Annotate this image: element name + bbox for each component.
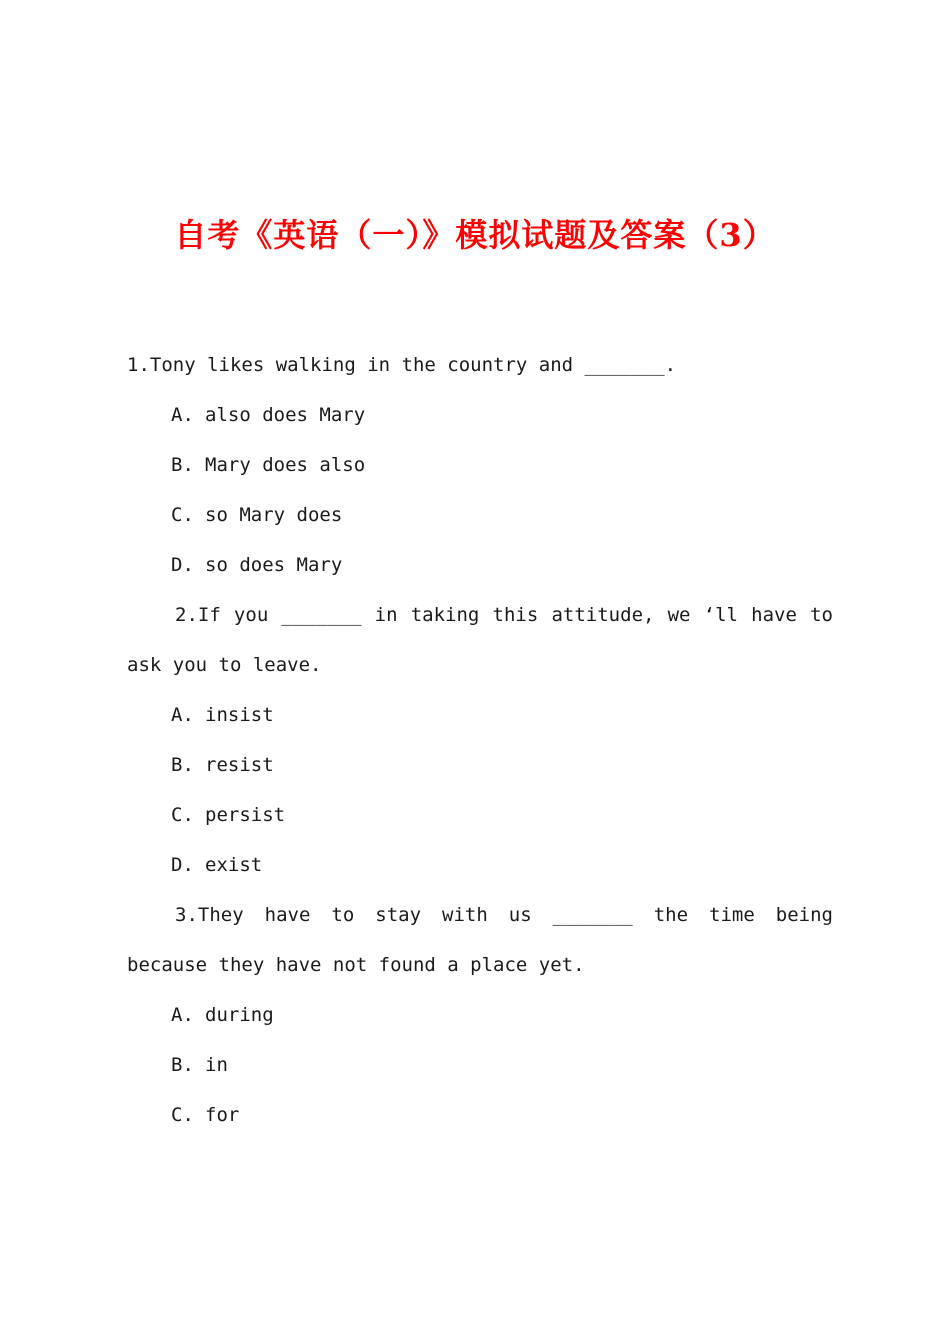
option-letter: B.: [171, 1054, 194, 1076]
option-text: also does Mary: [205, 404, 366, 426]
option-text: exist: [205, 854, 263, 876]
option-c: [127, 490, 833, 540]
option-letter: A.: [171, 404, 194, 426]
question-list: [127, 340, 833, 1140]
question-3: [127, 890, 833, 1140]
question-stem: 2.If you _______ in taking this attitude, we ‘ll have to ask you to leave.: [127, 604, 833, 676]
option-text: for: [205, 1104, 240, 1126]
option-letter: B.: [171, 454, 194, 476]
option-a: [127, 690, 833, 740]
question-stem: 3.They have to stay with us _______ the time being because they have not found a place yet.: [127, 904, 833, 976]
option-d: [127, 540, 833, 590]
question-1: [127, 340, 833, 590]
question-stem: 1.Tony likes walking in the country and _______.: [127, 354, 677, 376]
page-title: 自考《英语（一）》模拟试题及答案（3）: [174, 216, 776, 254]
option-text: during: [205, 1004, 274, 1026]
option-d: [127, 840, 833, 890]
option-letter: C.: [171, 504, 194, 526]
option-letter: D.: [171, 554, 194, 576]
option-letter: D.: [171, 854, 194, 876]
option-letter: B.: [171, 754, 194, 776]
option-text: in: [205, 1054, 228, 1076]
option-text: insist: [205, 704, 274, 726]
option-a: [127, 390, 833, 440]
option-text: persist: [205, 804, 286, 826]
option-letter: C.: [171, 804, 194, 826]
option-a: [127, 990, 833, 1040]
option-b: [127, 1040, 833, 1090]
option-text: so Mary does: [205, 504, 343, 526]
option-text: so does Mary: [205, 554, 343, 576]
option-letter: C.: [171, 1104, 194, 1126]
option-c: [127, 790, 833, 840]
option-letter: A.: [171, 1004, 194, 1026]
option-text: resist: [205, 754, 274, 776]
option-text: Mary does also: [205, 454, 366, 476]
option-b: [127, 740, 833, 790]
option-b: [127, 440, 833, 490]
option-letter: A.: [171, 704, 194, 726]
question-2: [127, 590, 833, 890]
option-c: [127, 1090, 833, 1140]
